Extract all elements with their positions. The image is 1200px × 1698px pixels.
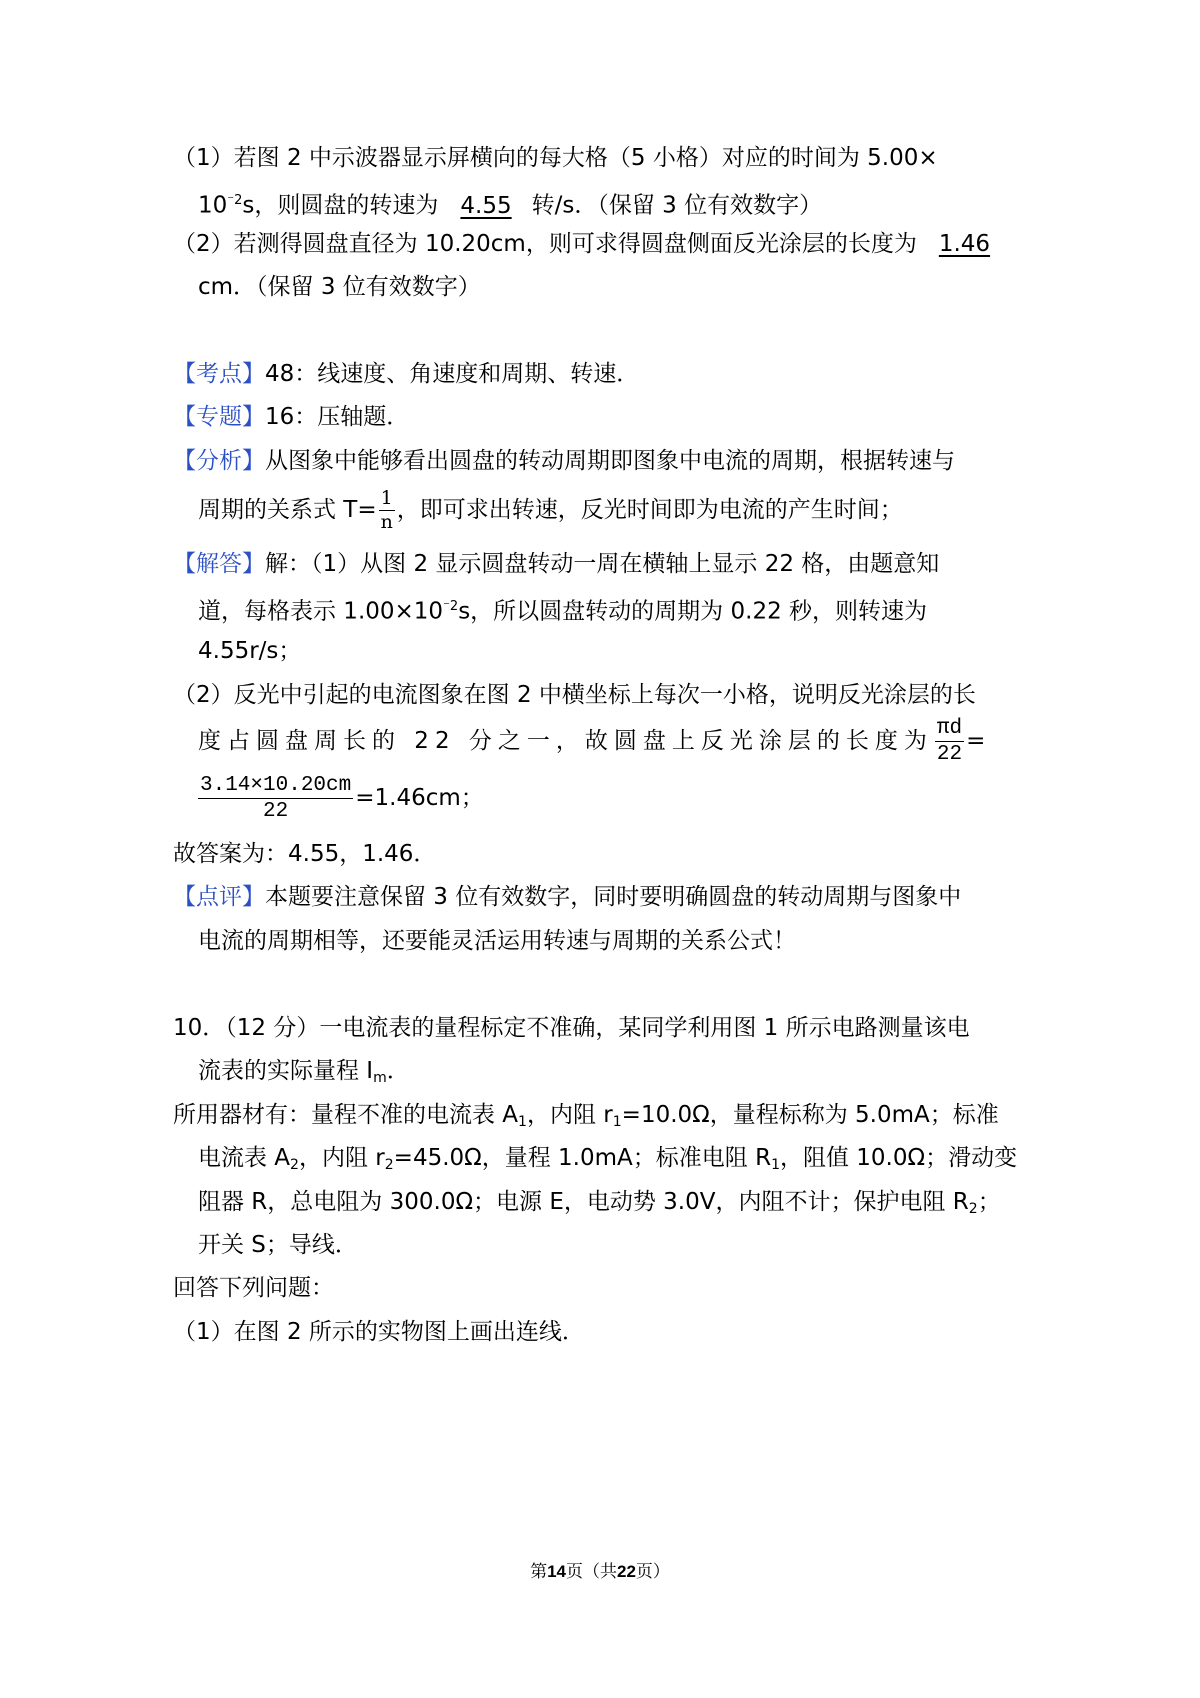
dianping-line2: 电流的周期相等，还要能灵活运用转速与周期的关系公式！ <box>198 928 796 954</box>
zhuanti-line: 【专题】16：压轴题． <box>173 404 410 430</box>
jieda-tag: 【解答】 <box>173 551 265 577</box>
fraction-1-over-n: $\frac{1}{n}$ <box>380 487 393 533</box>
q10-materials-line3: 阻器 R，总电阻为 300.0Ω；电源 E，电动势 3.0V，内阻不计；保护电阻 $R_2$； <box>198 1189 1001 1217</box>
q10-title-line2: 流表的实际量程 $I_m$． <box>198 1058 410 1086</box>
fenxi-line2: 周期的关系式 T= $\frac{1}{n}$ ，即可求出转速，反光时间即为电流的产生时间； <box>198 487 903 533</box>
jieda2-line2: 度占圆盘周长的 22 分之一，故圆盘上反光涂层的长度为 $\frac{\pi d}{22}$ = <box>198 717 986 766</box>
kaodian-line: 【考点】48：线速度、角速度和周期、转速． <box>173 361 640 387</box>
q10-materials-line2: 电流表 $A_2$，内阻 $r_2=45.0\Omega$，量程 1.0mA；标准电阻 $R_1$，阻值 10.0Ω；滑动变 <box>198 1145 1018 1173</box>
zhuanti-tag: 【专题】 <box>173 404 265 430</box>
kaodian-tag: 【考点】 <box>173 361 265 387</box>
page-footer: 第14页（共22页） <box>530 1562 670 1582</box>
q9-answer-blank-1: 4.55 <box>460 192 512 219</box>
jieda2-line1: （2）反光中引起的电流图象在图 2 中横坐标上每次一小格，说明反光涂层的长 <box>173 682 976 708</box>
q10-title-line1: 10．（12 分）一电流表的量程标定不准确，某同学利用图 1 所示电路测量该电 <box>173 1015 970 1041</box>
q9-part1-line2: $10^{^-2}s$，则圆盘的转速为 4.55 转/s．（保留 3 位有效数字） <box>198 192 823 219</box>
q9-answer-blank-2: 1.46 <box>938 231 991 257</box>
q10-subquestion-1: （1）在图 2 所示的实物图上画出连线． <box>173 1319 585 1345</box>
jieda-line2: 道，每格表示 $1.00\times 10^{^-2}s$，所以圆盘转动的周期为 0.22 秒，则转速为 <box>198 598 928 625</box>
q10-answer-intro: 回答下列问题： <box>173 1275 334 1301</box>
fraction-pi-d-over-22: $\frac{\pi d}{22}$ <box>936 717 963 766</box>
current-page-number: 14 <box>547 1562 566 1581</box>
q10-materials-line4: 开关 S；导线． <box>198 1232 358 1258</box>
q9-part2-line2: cm．（保留 3 位有效数字） <box>198 274 481 300</box>
q9-part1-line1: （1）若图 2 中示波器显示屏横向的每大格（5 小格）对应的时间为 5.00× <box>173 145 938 171</box>
q9-part2-line1: （2）若测得圆盘直径为 10.20cm，则可求得圆盘侧面反光涂层的长度为 1.46 <box>173 231 991 257</box>
fenxi-tag: 【分析】 <box>173 448 265 474</box>
jieda2-line3: $\frac{3.14\times 10.20cm}{22}$ =1.46cm； <box>200 774 484 823</box>
fenxi-line1: 【分析】从图象中能够看出圆盘的转动周期即图象中电流的周期，根据转速与 <box>173 448 955 474</box>
dianping-tag: 【点评】 <box>173 884 265 910</box>
answer-line: 故答案为：4.55，1.46． <box>173 841 437 867</box>
fraction-numeric: $\frac{3.14\times 10.20cm}{22}$ <box>200 774 352 823</box>
jieda-line1: 【解答】解：（1）从图 2 显示圆盘转动一周在横轴上显示 22 格，由题意知 <box>173 551 940 577</box>
q10-materials-line1: 所用器材有：量程不准的电流表 $A_1$，内阻 $r_1=10.0\Omega$，量程标称为 5.0mA；标准 <box>173 1102 999 1130</box>
total-page-number: 22 <box>617 1562 636 1581</box>
jieda-line3: 4.55r/s； <box>198 638 302 664</box>
dianping-line1: 【点评】本题要注意保留 3 位有效数字，同时要明确圆盘的转动周期与图象中 <box>173 884 962 910</box>
